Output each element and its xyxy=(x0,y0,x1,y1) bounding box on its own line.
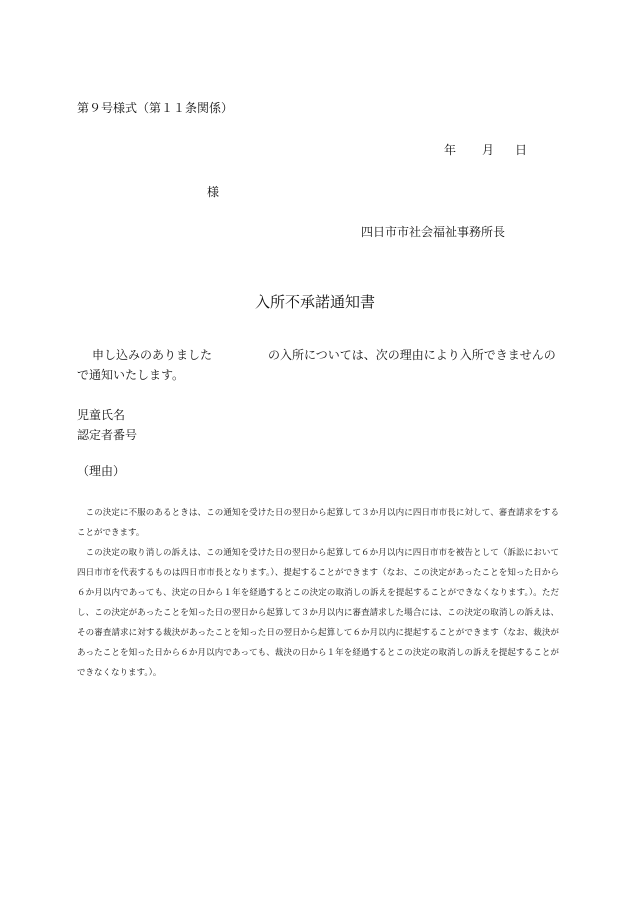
certification-number-label: 認定者番号 xyxy=(77,428,138,442)
notice-paragraph-1: この決定に不服のあるときは、この通知を受けた日の翌日から起算して３か月以内に四日市市長に対して、審査請求をすることができます。 xyxy=(77,508,559,538)
date-month-label: 月 xyxy=(482,143,495,157)
child-name-label: 児童氏名 xyxy=(77,408,126,422)
reason-label: （理由） xyxy=(77,464,126,478)
date-year-label: 年 xyxy=(444,143,457,157)
date-day-label: 日 xyxy=(515,143,528,157)
intro-text-part1: 申し込みのありました xyxy=(92,348,213,362)
sender-name: 四日市市社会福祉事務所長 xyxy=(361,225,506,239)
appeal-notice xyxy=(77,503,559,683)
document-title: 入所不承諾通知書 xyxy=(254,293,375,311)
intro-text-line2: で通知いたします。 xyxy=(77,368,185,382)
form-number-label: 第９号様式（第１１条関係） xyxy=(77,101,234,115)
notice-paragraph-2: この決定の取り消しの訴えは、この通知を受けた日の翌日から起算して６か月以内に四日市市を被告として（訴訟において四日市市を代表するものは四日市市長となります。）、提起することができます（なお、この決定があったことを知った日から６か月以内であっても、決定の日から１年を経過するとこの決定の取消しの訴えを提起することができなくなります。）。ただし、この決定があったことを知った日の翌日から起算して３か月以内に審査請求した場合には、この決定の取消しの訴えは、その審査請求に対する裁決があったことを知った日の翌日から起算して６か月以内に提起することができます（なお、裁決があったことを知った日から６か月以内であっても、裁決の日から１年を経過するとこの決定の取消しの訴えを提起することができなくなります。）。 xyxy=(77,548,559,678)
intro-text-part2: の入所については、次の理由により入所できませんの xyxy=(268,348,556,362)
addressee-suffix: 様 xyxy=(207,185,220,199)
